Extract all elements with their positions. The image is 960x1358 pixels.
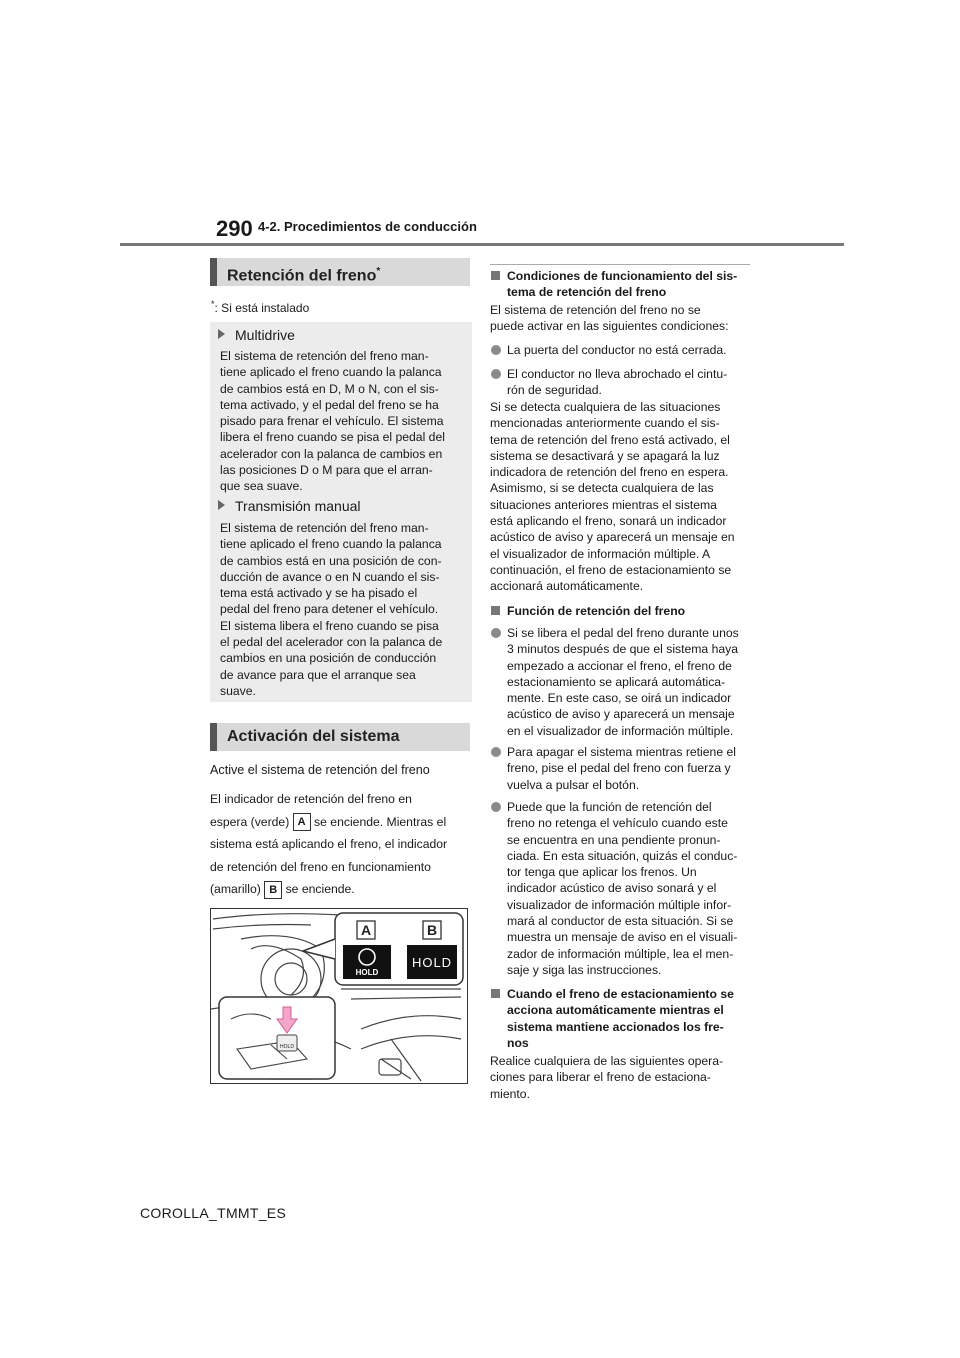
text-line: Condiciones de funcionamiento del sis- bbox=[507, 269, 738, 283]
text-line: tema de retención del freno está activado, el bbox=[490, 432, 730, 447]
text-line: freno, pise el pedal del freno con fuerza y bbox=[507, 761, 731, 776]
text-line: Puede que la función de retención del bbox=[507, 800, 712, 814]
section-title: 4-2. Procedimientos de conducción bbox=[258, 219, 477, 234]
text-line: cambios en una posición de conducción bbox=[220, 651, 437, 666]
text-line: vuelva a pulsar el botón. bbox=[507, 777, 640, 792]
text-line: ciones para liberar el freno de estaciona- bbox=[490, 1070, 711, 1085]
text-line: se encuentra en una pendiente pronun- bbox=[507, 832, 721, 847]
text-line: acústico de aviso y aparecerá un mensaje en bbox=[490, 530, 735, 545]
text-line: El sistema libera el freno cuando se pisa bbox=[220, 618, 439, 633]
text-line: ciada. En esta situación, quizás el conduc- bbox=[507, 848, 738, 863]
text-line: tema está activado y se ha pisado el bbox=[220, 586, 418, 601]
text-line: El sistema de retención del freno man- bbox=[220, 521, 429, 535]
text-line: continuación, el freno de estacionamiento se bbox=[490, 562, 732, 577]
text-line: Realice cualquiera de las siguientes opera- bbox=[490, 1054, 724, 1068]
text-line: 3 minutos después de que el sistema haya bbox=[507, 642, 739, 657]
text-line: El sistema de retención del freno no se bbox=[490, 303, 701, 317]
heading-activation: Activación del sistema bbox=[210, 723, 470, 751]
text-line: El indicador de retención del freno en bbox=[210, 792, 412, 806]
text-span: se enciende. Mientras el bbox=[314, 814, 447, 829]
text-line: visualizador de información múltiple infor- bbox=[507, 897, 732, 912]
s2-bullet-3 bbox=[507, 799, 752, 978]
heading-brake-hold-text: Retención del freno bbox=[227, 267, 377, 285]
text-line: El sistema de retención del freno man- bbox=[220, 349, 429, 363]
heading-brake-hold bbox=[210, 258, 470, 286]
text-line: de avance para que el arranque sea bbox=[220, 667, 416, 682]
hold-active-text: HOLD bbox=[411, 955, 453, 970]
s1-body bbox=[490, 399, 752, 595]
square-bullet-icon bbox=[491, 989, 500, 998]
text-line: las posiciones D o M para que el arran- bbox=[220, 463, 433, 478]
text-line: La puerta del conductor no está cerrada. bbox=[507, 343, 727, 357]
text-span: (amarillo) bbox=[210, 882, 261, 896]
s2-title: Función de retención del freno bbox=[507, 604, 686, 618]
text-line: mará al conductor de esta situación. Si se bbox=[507, 914, 734, 929]
text-line: accionará automáticamente. bbox=[490, 579, 644, 594]
text-line: de cambios está en una posición de con- bbox=[220, 553, 442, 568]
text-line: acústico de aviso y aparecerá un mensaje bbox=[507, 707, 735, 722]
text-line: sistema está aplicando el freno, el indicador bbox=[210, 837, 448, 851]
text-line: tema de retención del freno bbox=[507, 285, 667, 300]
text-line: pedal del freno para detener el vehículo. bbox=[220, 602, 439, 617]
text-line: acciona automáticamente mientras el bbox=[507, 1003, 724, 1018]
text-line: sistema se desactivará y se apagará la luz bbox=[490, 448, 720, 463]
text-line: estacionamiento se aplicará automática- bbox=[507, 674, 726, 689]
text-line: tiene aplicado el freno cuando la palanca bbox=[220, 365, 442, 380]
activation-title: Active el sistema de retención del freno bbox=[210, 763, 430, 777]
text-line: suave. bbox=[220, 683, 256, 698]
text-line bbox=[210, 811, 447, 834]
s2-bullet-1 bbox=[507, 625, 752, 739]
circle-bullet-icon bbox=[491, 369, 501, 379]
illus-label-a: A bbox=[360, 922, 372, 938]
subheading-multidrive bbox=[218, 327, 295, 343]
text-line: pisado para frenar el vehículo. El sistema bbox=[220, 414, 444, 429]
text-line: zador de información múltiple, lea el men- bbox=[507, 946, 734, 961]
document-code: COROLLA_TMMT_ES bbox=[140, 1205, 287, 1221]
text-line: El conductor no lleva abrochado el cintu- bbox=[507, 367, 728, 381]
text-span: espera (verde) bbox=[210, 814, 290, 829]
s2-bullet-2 bbox=[507, 744, 752, 793]
text-line: indicador acústico de aviso sonará y el bbox=[507, 881, 717, 896]
circle-bullet-icon bbox=[491, 747, 501, 757]
dashboard-illustration bbox=[210, 908, 468, 1084]
text-line: Asimismo, si se detecta cualquiera de las bbox=[490, 481, 714, 496]
text-line: de cambios está en D, M o N, con el sis- bbox=[220, 381, 439, 396]
illus-label-b: B bbox=[426, 922, 438, 938]
footnote-text: : Si está instalado bbox=[214, 301, 310, 315]
footnote-asterisk: * bbox=[211, 299, 215, 309]
s1-bullet-1 bbox=[507, 342, 752, 358]
column-rule bbox=[490, 264, 750, 265]
triangle-bullet-icon bbox=[218, 500, 225, 510]
text-line: indicadora de retención del freno en espera. bbox=[490, 465, 729, 480]
text-line: que sea suave. bbox=[220, 479, 303, 494]
square-bullet-icon bbox=[491, 271, 500, 280]
s3-body bbox=[490, 1053, 752, 1102]
circle-bullet-icon bbox=[491, 802, 501, 812]
dashboard-line-drawing bbox=[211, 909, 467, 1083]
footnote bbox=[211, 299, 309, 315]
hold-switch-text: HOLD bbox=[280, 1044, 294, 1050]
text-line: el pedal del acelerador con la palanca de bbox=[220, 635, 443, 650]
text-line: el visualizador de información múltiple. A bbox=[490, 546, 711, 561]
label-b-badge: B bbox=[264, 881, 282, 899]
text-line: sistema mantiene accionados los fre- bbox=[507, 1019, 724, 1034]
square-bullet-icon bbox=[491, 606, 500, 615]
text-line: Cuando el freno de estacionamiento se bbox=[507, 987, 734, 1001]
text-line: rón de seguridad. bbox=[507, 383, 602, 398]
text-line: tor tenga que aplicar los frenos. Un bbox=[507, 865, 697, 880]
circle-bullet-icon bbox=[491, 345, 501, 355]
s1-title bbox=[507, 268, 752, 301]
text-line: situaciones anteriores mientras el sistema bbox=[490, 497, 717, 512]
s3-title bbox=[507, 986, 752, 1051]
text-line: freno no retenga el vehículo cuando este bbox=[507, 816, 728, 831]
text-line: puede activar en las siguientes condiciones: bbox=[490, 319, 729, 334]
text-line: miento. bbox=[490, 1086, 530, 1101]
text-line: Si se detecta cualquiera de las situaciones bbox=[490, 400, 721, 414]
text-line: mente. En este caso, se oirá un indicador bbox=[507, 691, 732, 706]
s1-intro bbox=[490, 302, 752, 335]
text-line: tiene aplicado el freno cuando la palanca bbox=[220, 537, 442, 552]
text-line: ducción de avance o en N cuando el sis- bbox=[220, 569, 440, 584]
text-line: nos bbox=[507, 1035, 529, 1050]
text-line: tema activado, y el pedal del freno se ha bbox=[220, 397, 439, 412]
text-line: está aplicando el freno, sonará un indicador bbox=[490, 514, 727, 529]
text-line: Si se libera el pedal del freno durante unos bbox=[507, 626, 739, 640]
activation-text bbox=[210, 788, 447, 901]
heading-asterisk: * bbox=[376, 266, 381, 277]
text-line: libera el freno cuando se pisa el pedal del bbox=[220, 430, 445, 445]
text-line bbox=[210, 878, 447, 901]
s1-bullet-2 bbox=[507, 366, 752, 399]
subheading-manual bbox=[218, 498, 361, 514]
subheading-manual-text: Transmisión manual bbox=[235, 498, 361, 514]
label-a-badge: A bbox=[293, 813, 311, 831]
text-line: mencionadas anteriormente cuando el sis- bbox=[490, 416, 720, 431]
page-number: 290 bbox=[216, 216, 253, 241]
text-span: se enciende. bbox=[285, 882, 355, 896]
hold-standby-text: HOLD bbox=[355, 968, 379, 977]
text-line: acelerador con la palanca de cambios en bbox=[220, 446, 443, 461]
header-rule bbox=[120, 243, 844, 246]
circle-bullet-icon bbox=[491, 628, 501, 638]
text-line: en el visualizador de información múltiple. bbox=[507, 723, 734, 738]
text-line: saje y siga las instrucciones. bbox=[507, 962, 662, 977]
text-line: muestra un mensaje de aviso en el visuali- bbox=[507, 930, 738, 945]
text-line: de retención del freno en funcionamiento bbox=[210, 859, 431, 874]
multidrive-text bbox=[220, 348, 445, 495]
subheading-multidrive-text: Multidrive bbox=[235, 327, 295, 343]
manual-text bbox=[220, 520, 442, 699]
text-line: Para apagar el sistema mientras retiene el bbox=[507, 745, 736, 759]
text-line: empezado a accionar el freno, el freno de bbox=[507, 658, 732, 673]
triangle-bullet-icon bbox=[218, 329, 225, 339]
